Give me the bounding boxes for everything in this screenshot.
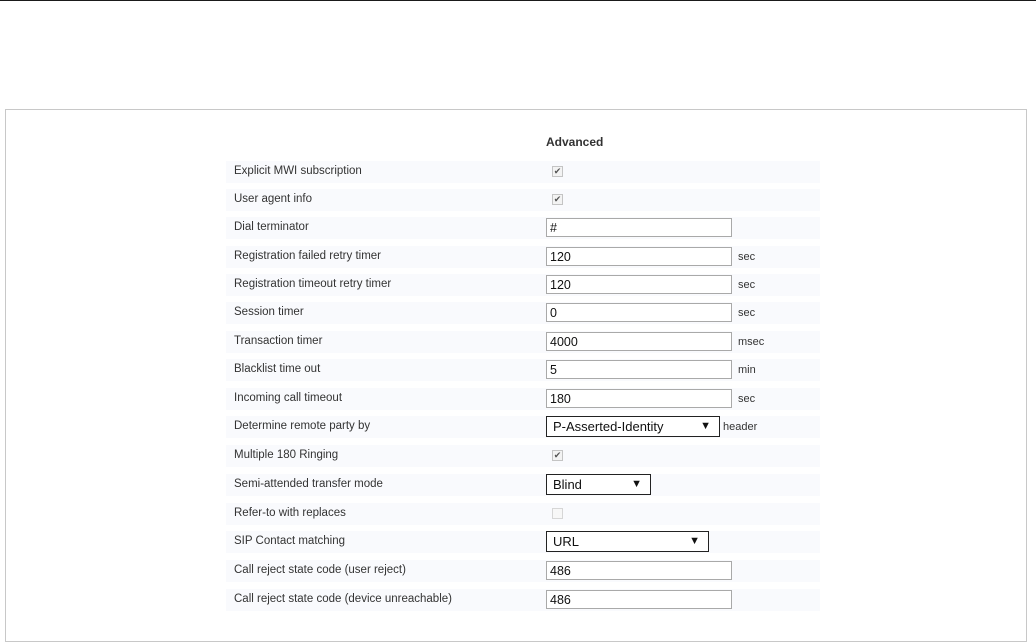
label-session-timer: Session timer xyxy=(234,306,304,318)
label-reject-unreachable: Call reject state code (device unreachable) xyxy=(234,593,452,605)
dial-terminator-input[interactable] xyxy=(546,218,732,237)
blacklist-timeout-input[interactable] xyxy=(546,360,732,379)
label-semi-attended: Semi-attended transfer mode xyxy=(234,478,383,490)
semi-attended-selected-value: Blind xyxy=(553,477,582,492)
blacklist-timeout-unit: min xyxy=(738,364,756,376)
check-mark-icon: ✔ xyxy=(553,450,562,460)
reg-timeout-retry-unit: sec xyxy=(738,279,756,291)
user-agent-info-checkbox[interactable] xyxy=(552,194,563,205)
session-timer-unit: sec xyxy=(738,307,756,319)
section-title: Advanced xyxy=(546,135,604,149)
chevron-down-icon: ▼ xyxy=(689,535,700,547)
row-reject-user xyxy=(0,558,1036,584)
row-sip-contact-matching xyxy=(0,529,1036,555)
explicit-mwi-checkbox[interactable] xyxy=(552,166,563,177)
row-reg-failed-retry xyxy=(0,244,1036,270)
label-sip-contact-matching: SIP Contact matching xyxy=(234,535,346,547)
remote-party-unit: header xyxy=(723,421,758,433)
label-refer-to-replaces: Refer-to with replaces xyxy=(234,507,346,519)
remote-party-selected-value: P-Asserted-Identity xyxy=(553,419,664,434)
row-multiple-180 xyxy=(0,443,1036,469)
label-transaction-timer: Transaction timer xyxy=(234,335,323,347)
row-semi-attended xyxy=(0,472,1036,498)
reg-failed-retry-unit: sec xyxy=(738,251,756,263)
label-remote-party: Determine remote party by xyxy=(234,420,371,432)
top-divider xyxy=(0,0,1036,1)
reg-timeout-retry-input[interactable] xyxy=(546,275,732,294)
label-user-agent-info: User agent info xyxy=(234,193,312,205)
row-blacklist-timeout xyxy=(0,357,1036,383)
row-incoming-call-timeout xyxy=(0,386,1036,412)
label-dial-terminator: Dial terminator xyxy=(234,221,309,233)
multiple-180-checkbox[interactable] xyxy=(552,450,563,461)
row-user-agent-info xyxy=(0,187,1036,213)
session-timer-input[interactable] xyxy=(546,303,732,322)
label-explicit-mwi: Explicit MWI subscription xyxy=(234,165,362,177)
label-blacklist-timeout: Blacklist time out xyxy=(234,363,321,375)
row-reject-unreachable xyxy=(0,587,1036,613)
label-incoming-call-timeout: Incoming call timeout xyxy=(234,392,343,404)
label-multiple-180: Multiple 180 Ringing xyxy=(234,449,339,461)
row-remote-party xyxy=(0,414,1036,440)
chevron-down-icon: ▼ xyxy=(700,420,711,432)
sip-contact-matching-selected-value: URL xyxy=(553,534,580,549)
row-session-timer xyxy=(0,300,1036,326)
label-reg-timeout-retry: Registration timeout retry timer xyxy=(234,278,392,290)
sip-contact-matching-select[interactable] xyxy=(546,531,709,552)
reg-failed-retry-input[interactable] xyxy=(546,247,732,266)
incoming-call-timeout-input[interactable] xyxy=(546,389,732,408)
semi-attended-select[interactable] xyxy=(546,474,651,495)
check-mark-icon: ✔ xyxy=(553,194,562,204)
row-reg-timeout-retry xyxy=(0,272,1036,298)
label-reg-failed-retry: Registration failed retry timer xyxy=(234,250,381,262)
incoming-call-timeout-unit: sec xyxy=(738,393,756,405)
refer-to-replaces-checkbox[interactable] xyxy=(552,508,563,519)
remote-party-select[interactable] xyxy=(546,416,720,437)
reject-unreachable-input[interactable] xyxy=(546,590,732,609)
row-refer-to-replaces xyxy=(0,501,1036,527)
label-reject-user: Call reject state code (user reject) xyxy=(234,564,406,576)
row-explicit-mwi xyxy=(0,159,1036,185)
chevron-down-icon: ▼ xyxy=(631,478,642,490)
check-mark-icon: ✔ xyxy=(553,166,562,176)
reject-user-input[interactable] xyxy=(546,561,732,580)
transaction-timer-unit: msec xyxy=(738,336,765,348)
row-transaction-timer xyxy=(0,329,1036,355)
transaction-timer-input[interactable] xyxy=(546,332,732,351)
row-dial-terminator xyxy=(0,215,1036,241)
